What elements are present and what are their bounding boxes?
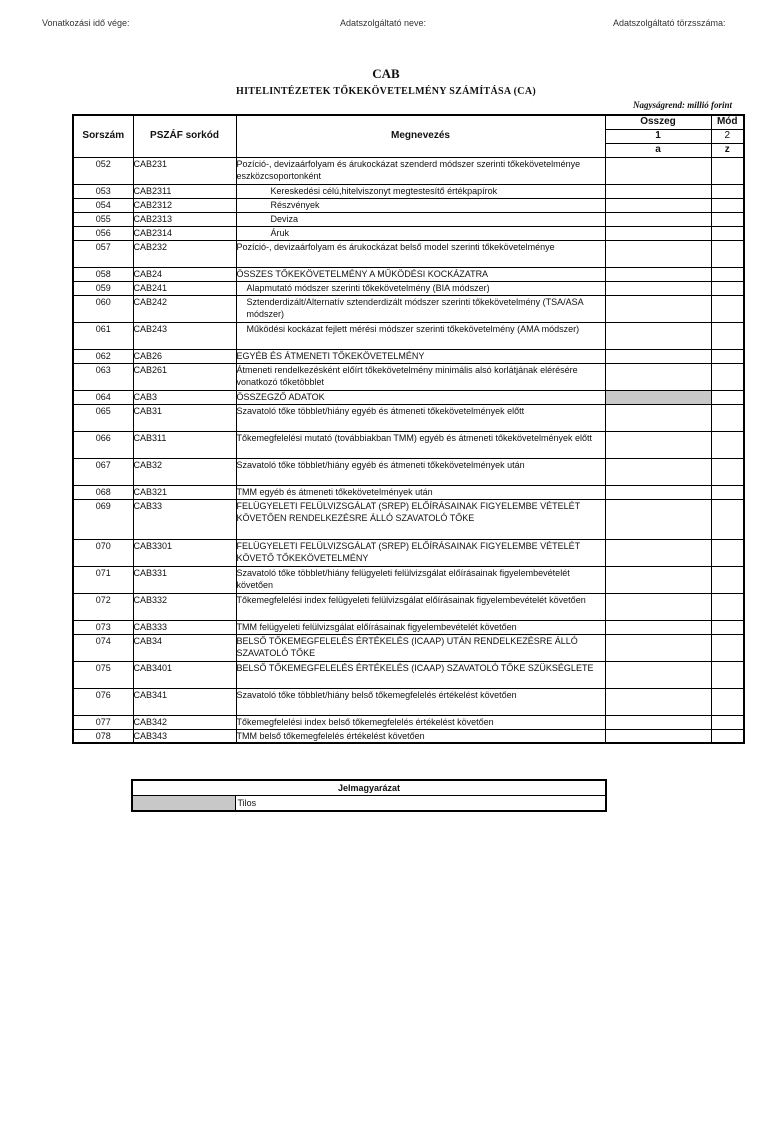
row-code: CAB2313 <box>133 212 236 226</box>
row-description: BELSŐ TŐKEMEGFELELÉS ÉRTÉKELÉS (ICAAP) SZAVATOLÓ TŐKE SZÜKSÉGLETE <box>236 661 605 688</box>
row-number: 073 <box>73 620 133 634</box>
row-number: 052 <box>73 157 133 184</box>
row-amount-cell[interactable] <box>605 593 711 620</box>
row-description: Kereskedési célú,hitelviszonyt megtestesítő értékpapírok <box>236 184 605 198</box>
col-header-sorszam: Sorszám <box>73 115 133 157</box>
row-description: TMM belső tőkemegfelelés értékelést követően <box>236 729 605 743</box>
row-description: TMM felügyeleti felülvizsgálat előírásainak figyelembevételét követően <box>236 620 605 634</box>
row-code: CAB232 <box>133 240 236 267</box>
col-header-osszeg: Összeg <box>605 115 711 129</box>
row-amount-cell[interactable] <box>605 458 711 485</box>
row-number: 059 <box>73 281 133 295</box>
row-description: Deviza <box>236 212 605 226</box>
table-row <box>73 593 744 620</box>
row-mode-cell[interactable] <box>711 404 744 431</box>
row-mode-cell[interactable] <box>711 349 744 363</box>
row-code: CAB34 <box>133 634 236 661</box>
row-amount-cell[interactable] <box>605 295 711 322</box>
row-mode-cell[interactable] <box>711 566 744 593</box>
row-mode-cell[interactable] <box>711 620 744 634</box>
row-code: CAB3401 <box>133 661 236 688</box>
row-number: 061 <box>73 322 133 349</box>
row-amount-cell[interactable] <box>605 198 711 212</box>
row-code: CAB242 <box>133 295 236 322</box>
header-provider-name: Adatszolgáltató neve: <box>340 18 427 28</box>
row-amount-cell[interactable] <box>605 157 711 184</box>
table-row <box>73 499 744 539</box>
table-row <box>73 715 744 729</box>
row-amount-cell[interactable] <box>605 715 711 729</box>
table-row <box>73 322 744 349</box>
row-number: 062 <box>73 349 133 363</box>
row-number: 053 <box>73 184 133 198</box>
row-amount-cell[interactable] <box>605 212 711 226</box>
row-mode-cell[interactable] <box>711 240 744 267</box>
row-description: Részvények <box>236 198 605 212</box>
table-row <box>73 404 744 431</box>
row-description: Tőkemegfelelési index felügyeleti felülvizsgálat előírásainak figyelembevételét követően <box>236 593 605 620</box>
col-number-osszeg: 1 <box>605 129 711 143</box>
row-mode-cell[interactable] <box>711 688 744 715</box>
header-reference-period: Vonatkozási idő vége: <box>42 18 130 28</box>
row-amount-cell[interactable] <box>605 363 711 390</box>
unit-label: Nagyságrend: millió forint <box>632 100 732 110</box>
row-number: 074 <box>73 634 133 661</box>
row-amount-cell[interactable] <box>605 566 711 593</box>
row-number: 057 <box>73 240 133 267</box>
table-row <box>73 363 744 390</box>
row-code: CAB3301 <box>133 539 236 566</box>
row-amount-cell[interactable] <box>605 267 711 281</box>
row-number: 058 <box>73 267 133 281</box>
row-code: CAB321 <box>133 485 236 499</box>
row-mode-cell[interactable] <box>711 499 744 539</box>
row-number: 071 <box>73 566 133 593</box>
row-amount-cell[interactable] <box>605 620 711 634</box>
table-row <box>73 566 744 593</box>
row-code: CAB241 <box>133 281 236 295</box>
row-number: 054 <box>73 198 133 212</box>
table-row <box>73 240 744 267</box>
row-description: Szavatoló tőke többlet/hiány egyéb és átmeneti tőkekövetelmények után <box>236 458 605 485</box>
row-mode-cell[interactable] <box>711 363 744 390</box>
row-description: Sztenderdizált/Alternatív sztenderdizált módszer szerinti tőkekövetelmény (TSA/ASA módszer) <box>236 295 605 322</box>
row-amount-cell[interactable] <box>605 184 711 198</box>
row-amount-cell <box>605 390 711 404</box>
row-code: CAB343 <box>133 729 236 743</box>
table-row <box>73 212 744 226</box>
row-description: TMM egyéb és átmeneti tőkekövetelmények után <box>236 485 605 499</box>
row-amount-cell[interactable] <box>605 661 711 688</box>
row-mode-cell[interactable] <box>711 661 744 688</box>
row-mode-cell[interactable] <box>711 295 744 322</box>
row-code: CAB342 <box>133 715 236 729</box>
row-mode-cell[interactable] <box>711 715 744 729</box>
row-amount-cell[interactable] <box>605 281 711 295</box>
table-row <box>73 729 744 743</box>
row-number: 063 <box>73 363 133 390</box>
row-amount-cell[interactable] <box>605 226 711 240</box>
row-number: 060 <box>73 295 133 322</box>
table-row <box>73 620 744 634</box>
row-number: 072 <box>73 593 133 620</box>
row-number: 067 <box>73 458 133 485</box>
row-code: CAB31 <box>133 404 236 431</box>
row-mode-cell[interactable] <box>711 390 744 404</box>
row-amount-cell[interactable] <box>605 634 711 661</box>
table-row <box>73 688 744 715</box>
row-description: Pozíció-, devizaárfolyam és árukockázat belső model szerinti tőkekövetelménye <box>236 240 605 267</box>
row-mode-cell[interactable] <box>711 485 744 499</box>
row-amount-cell[interactable] <box>605 404 711 431</box>
row-code: CAB331 <box>133 566 236 593</box>
row-description: Szavatoló tőke többlet/hiány egyéb és átmeneti tőkekövetelmények előtt <box>236 404 605 431</box>
row-mode-cell[interactable] <box>711 593 744 620</box>
row-mode-cell[interactable] <box>711 431 744 458</box>
row-description: Alapmutató módszer szerinti tőkekövetelmény (BIA módszer) <box>236 281 605 295</box>
legend-table <box>131 779 607 812</box>
row-number: 078 <box>73 729 133 743</box>
table-row <box>73 267 744 281</box>
col-header-mod: Mód <box>711 115 744 129</box>
row-number: 065 <box>73 404 133 431</box>
row-description: BELSŐ TŐKEMEGFELELÉS ÉRTÉKELÉS (ICAAP) UTÁN RENDELKEZÉSRE ÁLLÓ SZAVATOLÓ TŐKE <box>236 634 605 661</box>
row-code: CAB2311 <box>133 184 236 198</box>
row-description: Pozíció-, devizaárfolyam és árukockázat szenderd módszer szerinti tőkekövetelménye eszközcsoportonként <box>236 157 605 184</box>
row-mode-cell[interactable] <box>711 281 744 295</box>
col-letter-osszeg: a <box>605 143 711 157</box>
row-amount-cell[interactable] <box>605 485 711 499</box>
row-number: 056 <box>73 226 133 240</box>
row-description: Szavatoló tőke többlet/hiány felügyeleti felülvizsgálat előírásainak figyelembevételét követően <box>236 566 605 593</box>
row-number: 068 <box>73 485 133 499</box>
row-number: 076 <box>73 688 133 715</box>
row-code: CAB261 <box>133 363 236 390</box>
row-number: 055 <box>73 212 133 226</box>
row-code: CAB332 <box>133 593 236 620</box>
row-code: CAB3 <box>133 390 236 404</box>
row-mode-cell[interactable] <box>711 634 744 661</box>
row-amount-cell[interactable] <box>605 240 711 267</box>
table-row <box>73 184 744 198</box>
row-mode-cell[interactable] <box>711 198 744 212</box>
row-amount-cell[interactable] <box>605 539 711 566</box>
col-header-sorkod: PSZÁF sorkód <box>133 115 236 157</box>
row-number: 077 <box>73 715 133 729</box>
table-row <box>73 634 744 661</box>
row-description: Tőkemegfelelési mutató (továbbiakban TMM) egyéb és átmeneti tőkekövetelmények előtt <box>236 431 605 458</box>
table-row <box>73 539 744 566</box>
table-row <box>73 295 744 322</box>
legend-gray-label: Tilos <box>235 796 606 812</box>
row-code: CAB341 <box>133 688 236 715</box>
table-row <box>73 281 744 295</box>
row-description: Átmeneti rendelkezésként előírt tőkekövetelmény minimális alsó korlátjának elérésére vonatkozó tőketöbblet <box>236 363 605 390</box>
table-row <box>73 431 744 458</box>
row-amount-cell[interactable] <box>605 349 711 363</box>
row-code: CAB33 <box>133 499 236 539</box>
row-code: CAB26 <box>133 349 236 363</box>
row-description: ÖSSZEGZŐ ADATOK <box>236 390 605 404</box>
row-amount-cell[interactable] <box>605 499 711 539</box>
table-row <box>73 661 744 688</box>
row-number: 064 <box>73 390 133 404</box>
row-mode-cell[interactable] <box>711 212 744 226</box>
col-letter-mod: z <box>711 143 744 157</box>
row-description: Tőkemegfelelési index belső tőkemegfelelés értékelést követően <box>236 715 605 729</box>
col-number-mod: 2 <box>711 129 744 143</box>
row-code: CAB231 <box>133 157 236 184</box>
row-mode-cell[interactable] <box>711 157 744 184</box>
col-header-megnevezes: Megnevezés <box>236 115 605 157</box>
table-row <box>73 390 744 404</box>
legend-gray-swatch <box>132 796 235 812</box>
row-number: 070 <box>73 539 133 566</box>
table-row <box>73 198 744 212</box>
table-row <box>73 349 744 363</box>
row-code: CAB2314 <box>133 226 236 240</box>
row-mode-cell[interactable] <box>711 539 744 566</box>
table-row <box>73 485 744 499</box>
row-number: 075 <box>73 661 133 688</box>
row-amount-cell[interactable] <box>605 322 711 349</box>
row-description: FELÜGYELETI FELÜLVIZSGÁLAT (SREP) ELŐÍRÁSAINAK FIGYELEMBE VÉTELÉT KÖVETŐ TŐKEKÖVETELMÉNY <box>236 539 605 566</box>
row-code: CAB32 <box>133 458 236 485</box>
table-body <box>73 157 744 743</box>
legend-title: Jelmagyarázat <box>132 780 606 796</box>
row-amount-cell[interactable] <box>605 729 711 743</box>
row-description: FELÜGYELETI FELÜLVIZSGÁLAT (SREP) ELŐÍRÁSAINAK FIGYELEMBE VÉTELÉT KÖVETŐEN RENDELKEZÉSRE ÁLLÓ SZAVATOLÓ TŐKE <box>236 499 605 539</box>
row-mode-cell[interactable] <box>711 267 744 281</box>
row-description: Működési kockázat fejlett mérési módszer szerinti tőkekövetelmény (AMA módszer) <box>236 322 605 349</box>
row-mode-cell[interactable] <box>711 226 744 240</box>
row-number: 066 <box>73 431 133 458</box>
row-description: Szavatoló tőke többlet/hiány belső tőkemegfelelés értékelést követően <box>236 688 605 715</box>
row-mode-cell[interactable] <box>711 458 744 485</box>
table-row <box>73 458 744 485</box>
row-code: CAB243 <box>133 322 236 349</box>
row-number: 069 <box>73 499 133 539</box>
row-mode-cell[interactable] <box>711 184 744 198</box>
row-mode-cell[interactable] <box>711 729 744 743</box>
row-description: ÖSSZES TŐKEKÖVETELMÉNY A MŰKÖDÉSI KOCKÁZATRA <box>236 267 605 281</box>
header-provider-id: Adatszolgáltató törzsszáma: <box>613 18 726 28</box>
row-code: CAB311 <box>133 431 236 458</box>
capital-requirement-table <box>72 114 745 744</box>
row-code: CAB2312 <box>133 198 236 212</box>
table-row <box>73 157 744 184</box>
form-title: HITELINTÉZETEK TŐKEKÖVETELMÉNY SZÁMÍTÁSA (CA) <box>236 86 536 97</box>
form-code: CAB <box>372 66 400 81</box>
table-row <box>73 226 744 240</box>
row-code: CAB24 <box>133 267 236 281</box>
row-mode-cell[interactable] <box>711 322 744 349</box>
row-amount-cell[interactable] <box>605 688 711 715</box>
row-amount-cell[interactable] <box>605 431 711 458</box>
row-description: Áruk <box>236 226 605 240</box>
row-description: EGYÉB ÉS ÁTMENETI TŐKEKÖVETELMÉNY <box>236 349 605 363</box>
row-code: CAB333 <box>133 620 236 634</box>
